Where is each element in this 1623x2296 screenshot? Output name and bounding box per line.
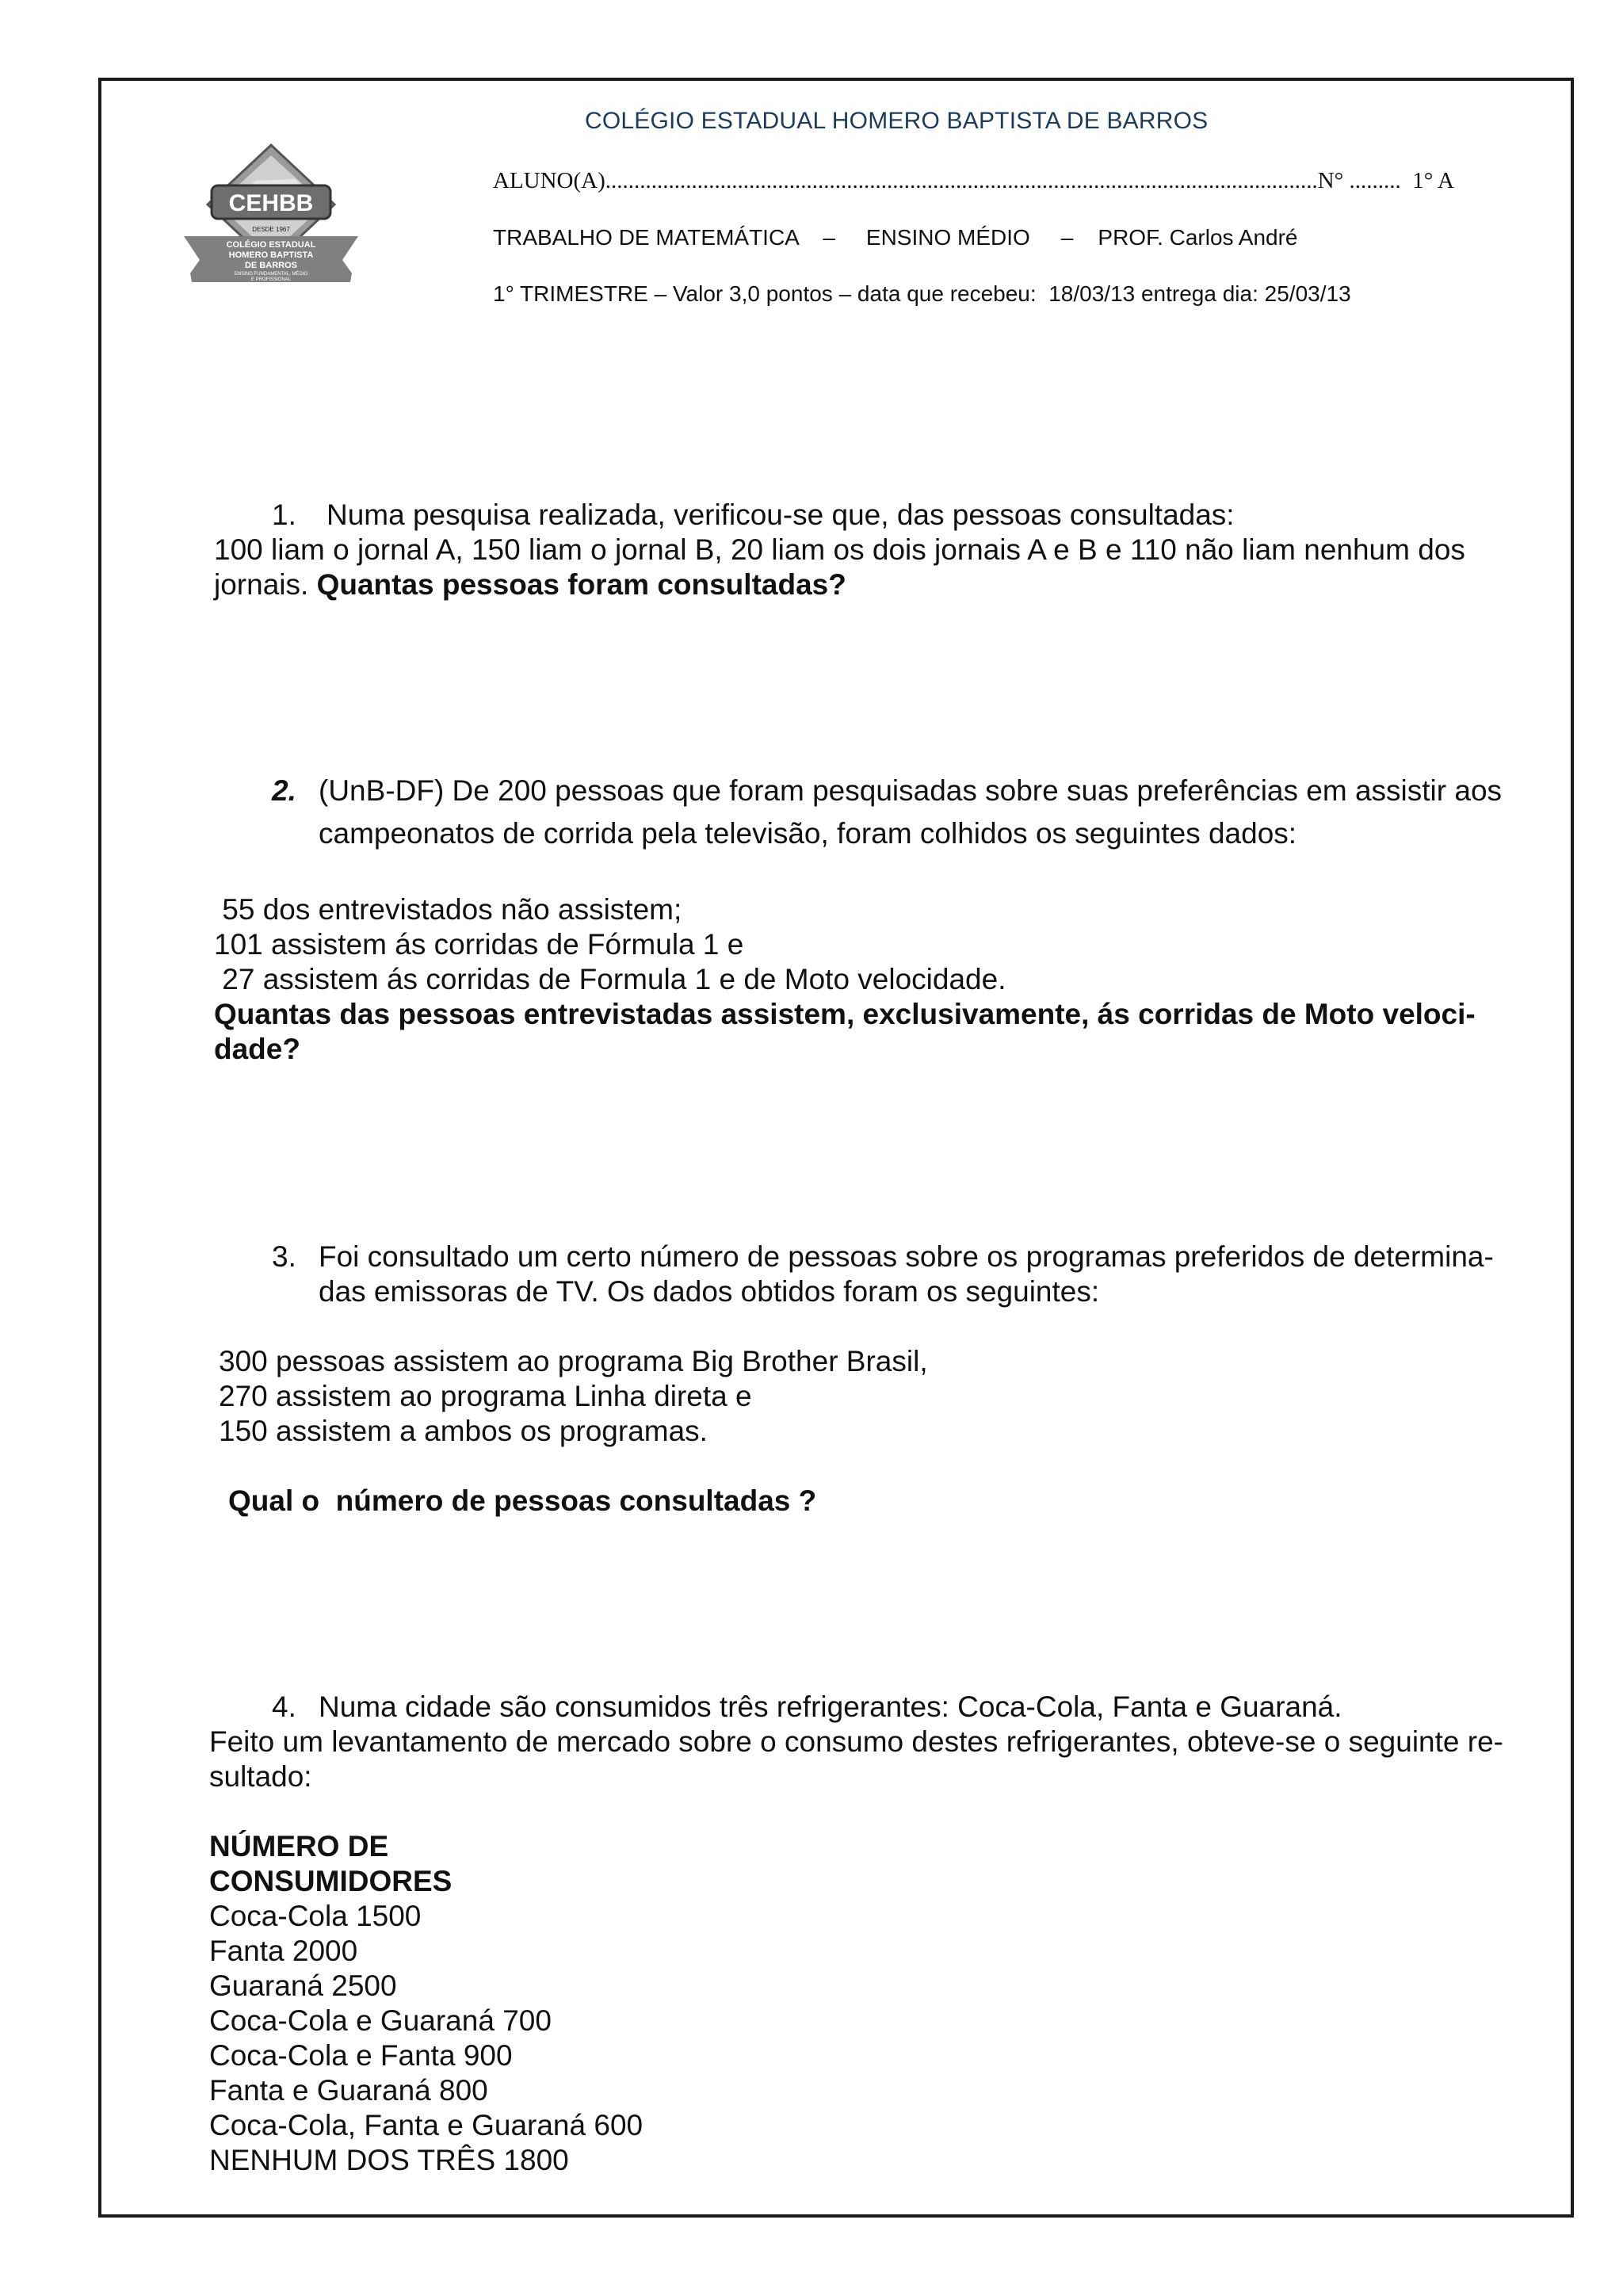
q4-number: 4. xyxy=(272,1690,296,1723)
q3-data-0: 300 pessoas assistem ao programa Big Brother Brasil, xyxy=(219,1345,928,1377)
q1-line2: 100 liam o jornal A, 150 liam o jornal B, 20 liam os dois jornais A e B e 110 não liam nenhum dos xyxy=(214,533,1465,566)
q1-number: 1. xyxy=(272,499,296,531)
q2-question-line1: Quantas das pessoas entrevistadas assistem, exclusivamente, ás corridas de Moto veloci- xyxy=(214,998,1476,1030)
student-line: ALUNO(A)............................................................................................................................N° ......... 1° A xyxy=(493,168,1454,193)
logo-line2: HOMERO BAPTISTA xyxy=(228,250,314,260)
logo-line5: E PROFISSIONAL xyxy=(250,277,292,282)
q4-row: Coca-Cola 1500 xyxy=(209,1900,422,1932)
q2-intro-line2: campeonatos de corrida pela televisão, foram colhidos os seguintes dados: xyxy=(319,817,1297,850)
q3-question: Qual o número de pessoas consultadas ? xyxy=(228,1484,817,1517)
q4-row: Coca-Cola e Fanta 900 xyxy=(209,2039,513,2072)
q4-intro: Numa cidade são consumidos três refrigerantes: Coca-Cola, Fanta e Guaraná. xyxy=(319,1690,1342,1723)
q4-line2: Feito um levantamento de mercado sobre o consumo destes refrigerantes, obteve-se o seguinte re- xyxy=(209,1725,1503,1758)
subject-line: TRABALHO DE MATEMÁTICA – ENSINO MÉDIO – PROF. Carlos André xyxy=(493,225,1298,250)
q4-row: Guaraná 2500 xyxy=(209,1969,397,2002)
logo-since: DESDE 1967 xyxy=(252,226,290,233)
q2-data-2: 27 assistem ás corridas de Formula 1 e de Moto velocidade. xyxy=(214,963,1006,995)
q2-data-0: 55 dos entrevistados não assistem; xyxy=(214,893,682,926)
q4-row: NENHUM DOS TRÊS 1800 xyxy=(209,2144,569,2176)
logo-line1: COLÉGIO ESTADUAL xyxy=(226,240,316,250)
q4-table-header-line2: CONSUMIDORES xyxy=(209,1865,453,1897)
school-logo xyxy=(184,141,358,284)
logo-line3: DE BARROS xyxy=(244,261,298,270)
q2-question-line2: dade? xyxy=(214,1033,300,1065)
q4-line3: sultado: xyxy=(209,1760,312,1793)
q3-intro-line2: das emissoras de TV. Os dados obtidos foram os seguintes: xyxy=(319,1275,1100,1308)
q3-data-1: 270 assistem ao programa Linha direta e xyxy=(219,1380,752,1412)
q3-intro-line1: Foi consultado um certo número de pessoas sobre os programas preferidos de determina- xyxy=(319,1240,1494,1273)
q4-row: Fanta e Guaraná 800 xyxy=(209,2074,488,2107)
q4-row: Fanta 2000 xyxy=(209,1935,358,1967)
q4-table-header-line1: NÚMERO DE xyxy=(209,1830,389,1862)
logo-line4: ENSINO FUNDAMENTAL, MÉDIO xyxy=(234,272,308,277)
q1-question: Quantas pessoas foram consultadas? xyxy=(316,568,846,601)
term-line: 1° TRIMESTRE – Valor 3,0 pontos – data que recebeu: 18/03/13 entrega dia: 25/03/13 xyxy=(493,281,1351,306)
q2-data-1: 101 assistem ás corridas de Fórmula 1 e xyxy=(214,928,744,961)
q2-number: 2. xyxy=(272,774,296,807)
q3-number: 3. xyxy=(272,1240,296,1273)
school-name: COLÉGIO ESTADUAL HOMERO BAPTISTA DE BARROS xyxy=(585,108,1209,134)
q1-line3-text: jornais. xyxy=(214,568,317,601)
q1-line3 xyxy=(214,567,846,602)
q4-row: Coca-Cola e Guaraná 700 xyxy=(209,2004,552,2037)
q1-intro: Numa pesquisa realizada, verificou-se que, das pessoas consultadas: xyxy=(327,499,1235,531)
q3-data-2: 150 assistem a ambos os programas. xyxy=(219,1415,708,1447)
q4-row: Coca-Cola, Fanta e Guaraná 600 xyxy=(209,2109,643,2141)
q2-intro-line1: (UnB-DF) De 200 pessoas que foram pesquisadas sobre suas preferências em assistir aos xyxy=(319,774,1503,807)
logo-abbrev: CEHBB xyxy=(228,190,314,216)
